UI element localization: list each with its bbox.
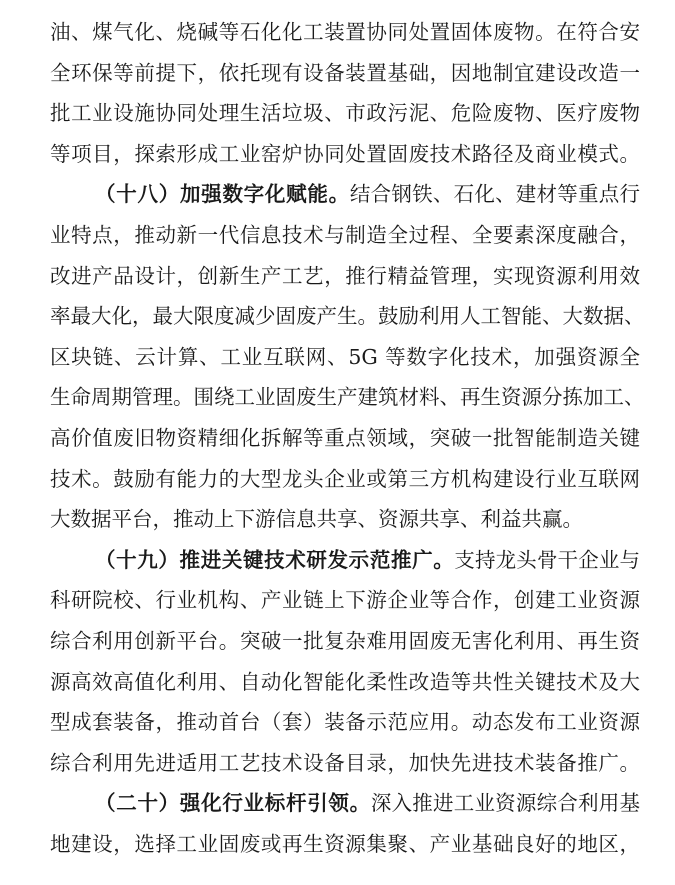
text-line: 型成套装备，推动首台（套）装备示范应用。动态发布工业资源: [50, 710, 640, 735]
text-line: 生命周期管理。围绕工业固废生产建筑材料、再生资源分拣加工、: [50, 385, 645, 410]
text-line: 批工业设施协同处理生活垃圾、市政污泥、危险废物、医疗废物: [50, 101, 640, 126]
section-20-text: 深入推进工业资源综合利用基: [370, 791, 640, 816]
text-line: 综合利用创新平台。突破一批复杂难用固废无害化利用、再生资: [50, 629, 640, 653]
text-line: 技术。鼓励有能力的大型龙头企业或第三方机构建设行业互联网: [50, 466, 640, 491]
section-19-heading: （十九）推进关键技术研发示范推广。: [95, 547, 455, 572]
text-line: 业特点，推动新一代信息技术与制造全过程、全要素深度融合，: [50, 223, 640, 247]
text-line: 高价值废旧物资精细化拆解等重点领域，突破一批智能制造关键: [50, 426, 640, 450]
section-20-first-line: [95, 785, 640, 821]
text-line: 地建设，选择工业固废或再生资源集聚、产业基础良好的地区，: [50, 832, 640, 856]
text-line: 率最大化，最大限度减少固废产生。鼓励利用人工智能、大数据、: [50, 304, 645, 329]
section-18-heading: （十八）加强数字化赋能。: [95, 182, 350, 207]
text-line: 改进产品设计，创新生产工艺，推行精益管理，实现资源利用效: [50, 263, 640, 288]
section-18-first-line: [95, 176, 640, 212]
text-line: 科研院校、行业机构、产业链上下游企业等合作，创建工业资源: [50, 588, 640, 613]
text-line: 区块链、云计算、工业互联网、5G 等数字化技术，加强资源全: [50, 344, 640, 369]
text-line: 等项目，探索形成工业窑炉协同处置固废技术路径及商业模式。: [50, 141, 640, 166]
text-line: 大数据平台，推动上下游信息共享、资源共享、利益共赢。: [50, 507, 583, 532]
section-19-text: 支持龙头骨干企业与: [454, 547, 641, 572]
text-line: 综合利用先进适用工艺技术设备目录，加快先进技术装备推广。: [50, 750, 640, 775]
text-line: 全环保等前提下，依托现有设备装置基础，因地制宜建设改造一: [50, 60, 640, 85]
text-line: 源高效高值化利用、自动化智能化柔性改造等共性关键技术及大: [50, 669, 640, 694]
text-line: 油、煤气化、烧碱等石化化工装置协同处置固体废物。在符合安: [50, 20, 640, 44]
section-18-text: 结合钢铁、石化、建材等重点行: [349, 182, 641, 207]
section-19-first-line: [95, 542, 640, 578]
section-20-heading: （二十）强化行业标杆引领。: [95, 791, 371, 816]
